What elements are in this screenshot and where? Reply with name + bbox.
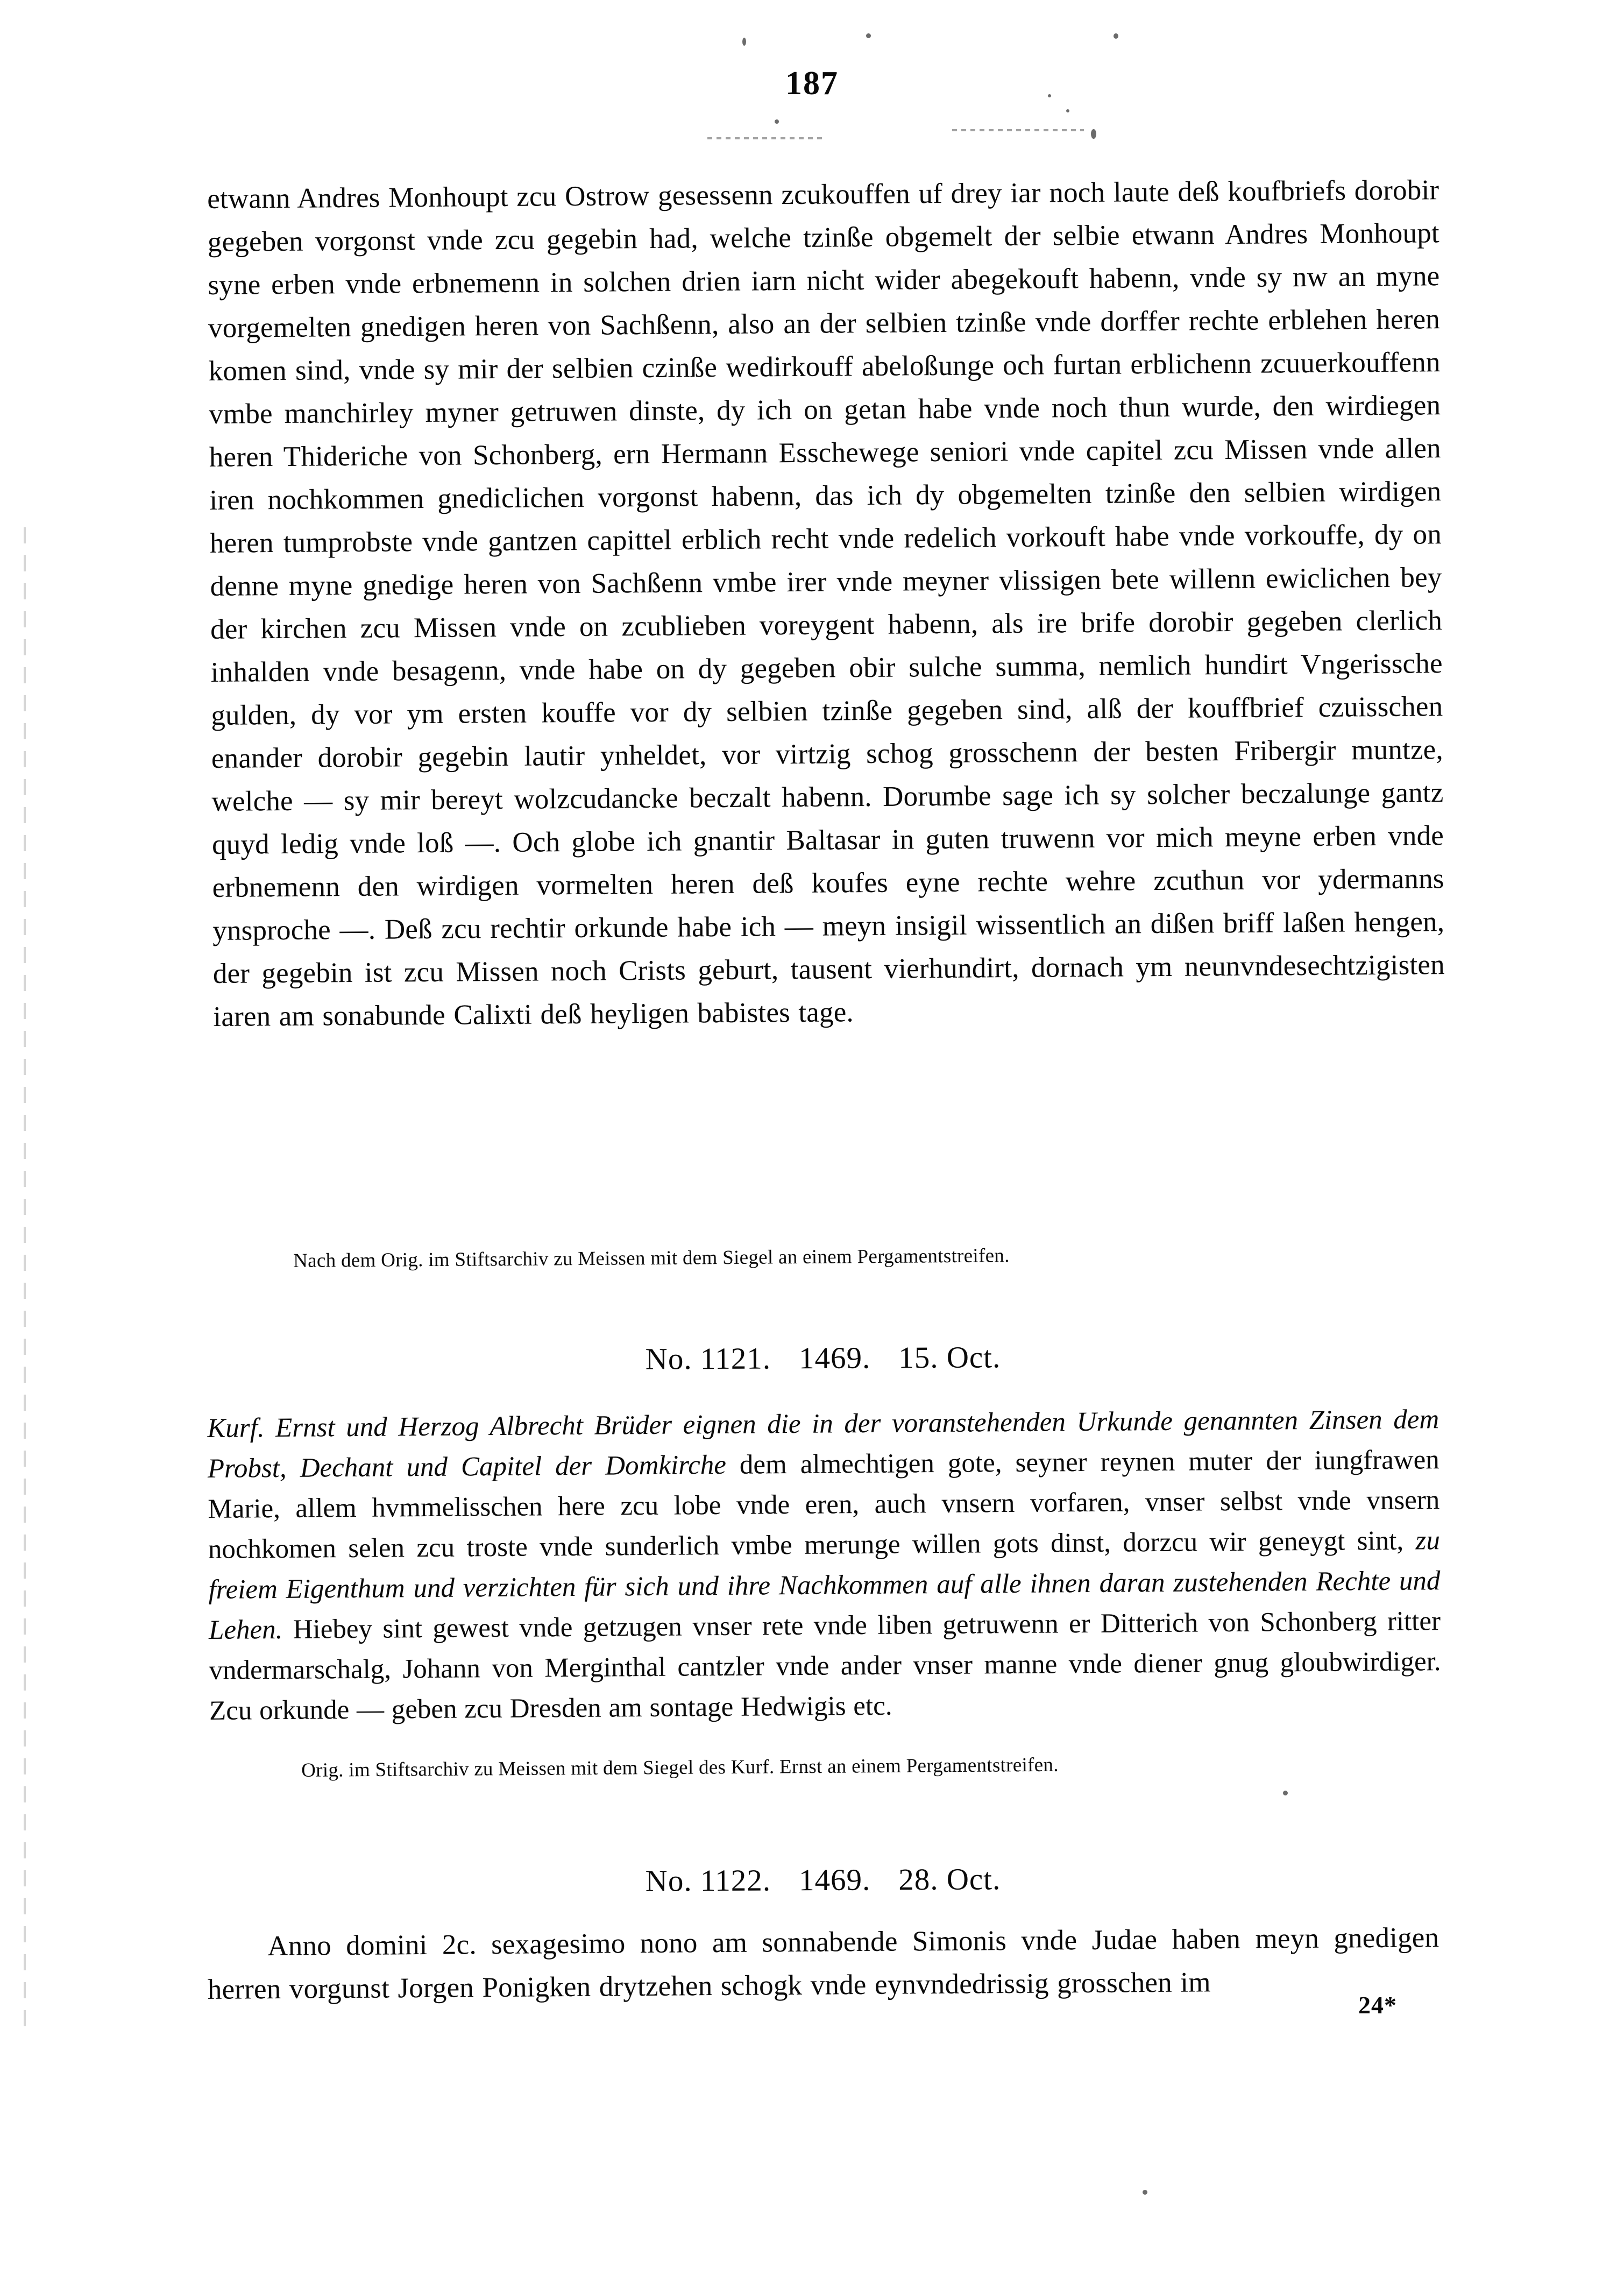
source-note-1120: Nach dem Orig. im Stiftsarchiv zu Meissen mit dem Siegel an einem Pergamentstreifen. — [293, 1244, 1010, 1272]
scan-speck — [1143, 2190, 1147, 2195]
entry-number: No. 1121. — [645, 1341, 771, 1376]
entry-heading-1122 — [207, 1858, 1439, 1903]
entry-year: 1469. — [798, 1341, 871, 1376]
scan-speck — [1091, 129, 1096, 139]
scan-edge-artifact — [24, 527, 26, 2028]
entry-date: 15. Oct. — [898, 1340, 1001, 1375]
scan-speck — [742, 38, 746, 46]
entry-date: 28. Oct. — [898, 1862, 1001, 1897]
scan-speck — [1283, 1791, 1288, 1795]
entry-number: No. 1122. — [645, 1863, 771, 1898]
entry-heading-1121 — [207, 1337, 1439, 1381]
scan-speck — [775, 119, 779, 124]
charter-1121-body — [207, 1399, 1441, 1731]
regest-lead-italic: Kurf. Ernst und Herzog Albrecht Brüder eignen die in der voranstehenden Urkunde genannten Zinsen dem Probst, Dechant und Capitel der Domkirche — [207, 1404, 1439, 1484]
scan-speck — [1066, 109, 1069, 112]
entry-year: 1469. — [798, 1863, 871, 1898]
scan-speck — [866, 33, 871, 38]
page-number: 187 — [785, 65, 839, 102]
charter-1120-continuation-text: etwann Andres Monhoupt zcu Ostrow gesessenn zcukouffen uf drey iar noch laute deß koufbriefs dorobir gegeben vorgonst vnde zcu gegebin had, welche tzinße obgemelt der selbie etwann Andres Monhoupt syne erben vnde erbnemenn in solchen drien iarn nicht wider abegekouft habenn, vnde sy nw an myne vorgemelten gnedigen heren von Sachßenn, also an der selbien tzinße vnde dorffer rechte erblehen heren komen sind, vnde sy mir der selbien czinße wedirkouff abeloßunge och furtan erblichenn zcuuerkouffenn vmbe manchirley myner getruwen dinste, dy ich on getan habe vnde noch thun wurde, den wirdiegen heren Thideriche von Schonberg, ern Hermann Esschewege seniori vnde capitel zcu Missen vnde allen iren nochkommen gnediclichen vorgonst habenn, das ich dy obgemelten tzinße den selbien wirdigen heren tumprobste vnde gantzen capittel erblich recht vnde redelich vorkouft habe vnde vorkouffe, dy on denne myne gnedige heren von Sachßenn vmbe irer vnde meyner vlissigen bete willenn ewiclichen bey der kirchen zcu Missen vnde on zcublieben voreygent habenn, als ire brife dorobir gegeben clerlich inhalden vnde besagenn, vnde habe on dy gegeben obir sulche summa, nemlich hundirt Vngerissche gulden, dy vor ym ersten kouffe vor dy selbien tzinße gegeben sind, alß der kouffbrief czuisschen enander dorobir gegebin lautir ynheldet, vor virtzig schog grosschenn der besten Fribergir muntze, welche — sy mir bereyt wolzcudancke beczalt habenn. Dorumbe sage ich sy solcher beczalunge gantz quyd ledig vnde loß —. Och globe ich gnantir Baltasar in guten truwenn vor mich meyne erben vnde erbnemenn den wirdigen vormelten heren deß koufes eyne rechte wehre zcuthun vor ydermanns ynsproche —. Deß zcu rechtir orkunde habe ich — meyn insigil wissentlich an dißen briff laßen hengen, der gegebin ist zcu Missen noch Crists geburt, tausent vierhundirt, dornach ym neunvndesechtzigisten iaren am sonabunde Calixti deß heyligen babistes tage. — [207, 174, 1445, 1033]
header-rule-left — [707, 137, 823, 139]
scan-speck — [1114, 33, 1118, 39]
regest-roman-mid: dem almechtigen gote, seyner reynen muter der iungfrawen Marie, allem hvmmelisschen here zcu lobe vnde eren, auch vnsern vorfaren, vnser selbst vnde vnsern nochkomen selen zcu troste vnde sunderlich vmbe merunge willen gots dinst, dorzcu wir geneygt sint, — [208, 1445, 1440, 1565]
regest-mid-italic: zu freiem Eigenthum und verzichten für sich und ihre Nachkommen auf alle ihnen daran zustehenden Rechte und Lehen. — [208, 1525, 1441, 1645]
signature-mark: 24* — [1358, 1991, 1397, 2019]
charter-1122-text: Anno domini 2c. sexagesimo nono am sonnabende Simonis vnde Judae haben meyn gnedigen herren vorgunst Jorgen Ponigken drytzehen schogk vnde eynvndedrissig grosschen im — [207, 1922, 1439, 2005]
header-rule-right — [952, 129, 1084, 131]
source-note-1121: Orig. im Stiftsarchiv zu Meissen mit dem Siegel des Kurf. Ernst an einem Pergamentstreifen. — [301, 1753, 1059, 1781]
regest-roman-tail: Hiebey sint gewest vnde getzugen vnser rete vnde liben getruwenn er Ditterich von Schonberg ritter vndermarschalg, Johann von Merginthal cantzler vnde ander vnser manne vnde diener gnug gloubwirdiger. Zcu orkunde — geben zcu Dresden am sontage Hedwigis etc. — [209, 1606, 1441, 1726]
